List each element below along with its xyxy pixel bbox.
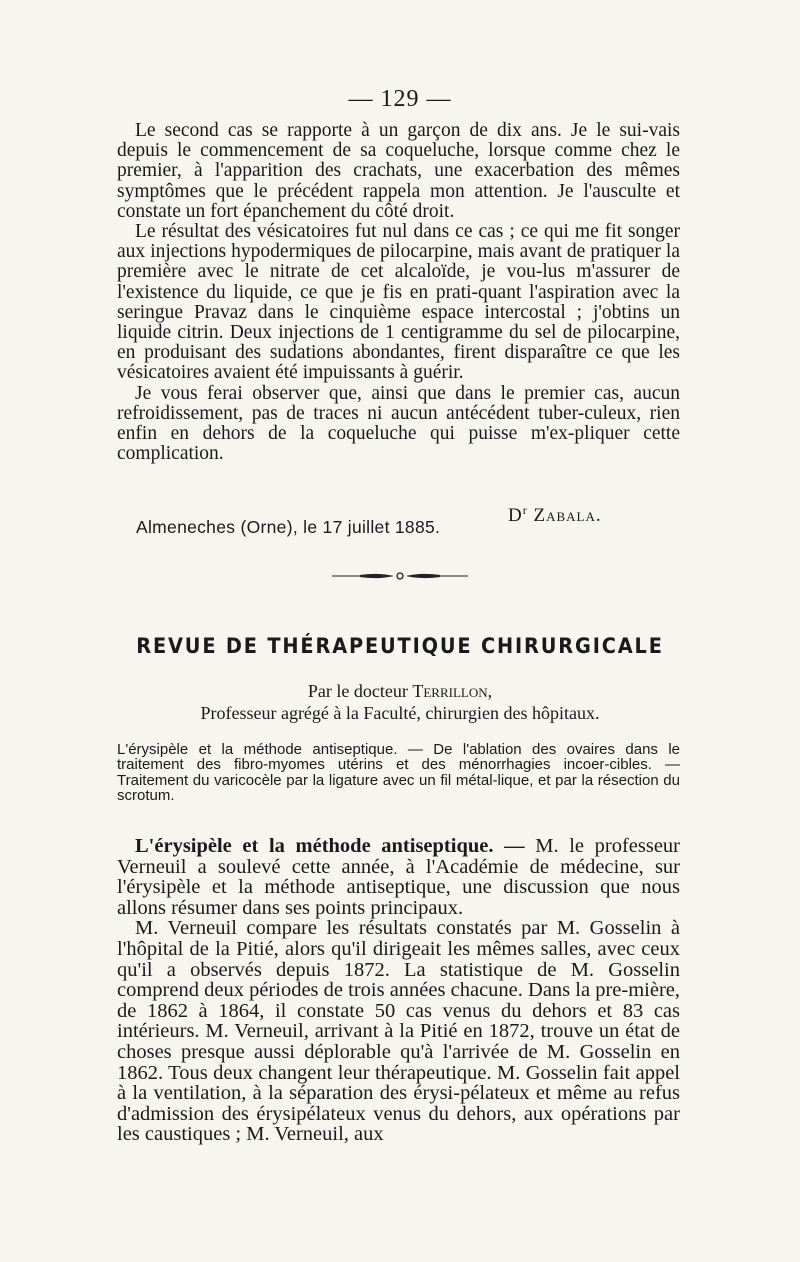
- section-title: REVUE DE THÉRAPEUTIQUE CHIRURGICALE: [136, 634, 664, 658]
- article-heading: L'érysipèle et la méthode antiseptique. —: [135, 835, 525, 857]
- signature-sup: r: [522, 503, 528, 517]
- article-body: [117, 836, 680, 1145]
- letter-body: [117, 121, 680, 464]
- dateline: Almeneches (Orne), le 17 juillet 1885.: [136, 517, 441, 537]
- letter-paragraph-2: Le résultat des vésicatoires fut nul dans ce cas ; ce qui me fit songer aux injections hypodermiques de pilocarpine, mais avant de pratiquer la première avec le nitrate de cet alcaloïde, je vou-lus m'assurer de l'existence du liquide, ce que je fis en prati-quant l'aspiration avec la seringue Pravaz dans le cinquième espace intercostal ; j'obtins un liquide citrin. Deux injections de 1 centigramme du sel de pilocarpine, en produisant des sudations abondantes, firent disparaître ce que les vésicatoires avaient été impuissants à guérir.: [117, 221, 680, 384]
- summary-text: L'érysipèle et la méthode antiseptique. — De l'ablation des ovaires dans le traitement des fibro-myomes utérins et des ménorrhagies incoer-cibles. — Traitement du varicocèle par la ligature avec un fil métal-lique, et par la résection du scrotum.: [117, 741, 680, 804]
- ornamental-rule: [330, 569, 470, 583]
- byline-prefix: Par le docteur: [307, 681, 413, 701]
- signature-name: Zabala.: [533, 505, 602, 526]
- article-paragraph-1-text: M. le professeur Verneuil a soulevé cette année, à l'Académie de médecine, sur l'érysipèle et la méthode antiseptique, une discussion que nous allons résumer dans ses points principaux.: [117, 835, 680, 919]
- article-paragraph-2: M. Verneuil compare les résultats constatés par M. Gosselin à l'hôpital de la Pitié, alors qu'il dirigeait les mêmes salles, avec ceux qu'il a observés depuis 1872. La statistique de M. Gosselin comprend deux périodes de trois années chacune. Dans la pre-mière, de 1862 à 1864, il constate 50 cas venus du dehors et 83 cas intérieurs. M. Verneuil, arrivant à la Pitié en 1872, trouve un état de choses presque aussi déplorable qu'à l'arrivée de M. Gosselin en 1862. Tous deux changent leur thérapeutique. M. Gosselin fait appel à la ventilation, à la séparation des érysi-pélateux et même au refus d'admission des érysipélateux venus du dehors, aux opérations par les caustiques ; M. Verneuil, aux: [117, 917, 680, 1146]
- signature-prefix: D: [508, 505, 523, 526]
- byline: [0, 680, 800, 702]
- letter-paragraph-1: Le second cas se rapporte à un garçon de dix ans. Je le sui-vais depuis le commencement de sa coqueluche, lorsque comme chez le premier, à l'apparition des crachats, une exacerbation des mêmes symptômes que le précédent rappela mon attention. Je l'ausculte et constate un fort épanchement du côté droit.: [117, 120, 680, 222]
- author-name: Terrillon,: [412, 681, 493, 701]
- page-number: — 129 —: [348, 86, 452, 112]
- letter-paragraph-3: Je vous ferai observer que, ainsi que dans le premier cas, aucun refroidissement, pas de traces ni aucun antécédent tuber-culeux, rien enfin en dehors de la coqueluche qui puisse m'ex-pliquer cette complication.: [117, 382, 680, 465]
- signature: [508, 503, 602, 527]
- article-paragraph-1: [117, 836, 680, 918]
- section-summary: [117, 742, 680, 803]
- author-affiliation: Professeur agrégé à la Faculté, chirurgien des hôpitaux.: [200, 703, 600, 723]
- author-block: [0, 680, 800, 724]
